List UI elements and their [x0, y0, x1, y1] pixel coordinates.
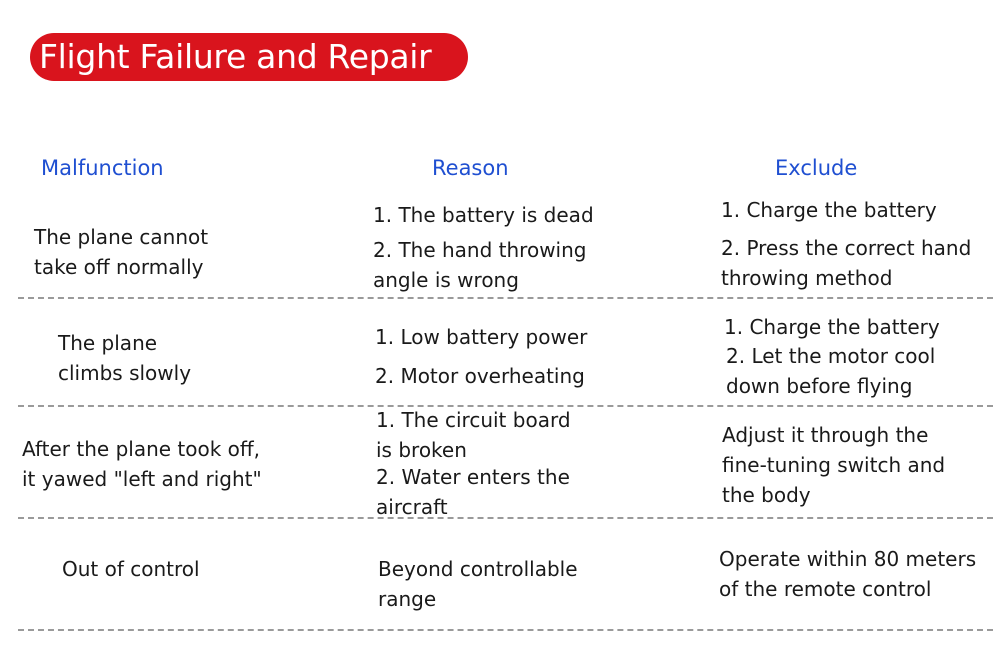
- row-3-exclude-1: [722, 420, 945, 510]
- row-1-exclude-1: [721, 195, 937, 225]
- row-1-reason-2: [373, 235, 586, 295]
- row-3-malfunction-line-1: After the plane took off,: [22, 437, 261, 461]
- header-malfunction: Malfunction: [41, 156, 164, 180]
- row-3-reason-1-line-2: is broken: [376, 438, 467, 462]
- row-3-malfunction: [22, 434, 262, 494]
- row-1-malfunction-line-1: The plane cannot: [34, 225, 209, 249]
- row-3-reason-1: [376, 405, 571, 465]
- row-3-reason-2: [376, 462, 570, 522]
- row-1-malfunction: [34, 222, 208, 282]
- row-3-reason-2-line-1: 2. Water enters the: [376, 465, 570, 489]
- header-exclude: Exclude: [775, 156, 858, 180]
- row-3-reason-1-line-1: 1. The circuit board: [376, 408, 571, 432]
- row-2-malfunction-line-2: climbs slowly: [58, 361, 192, 385]
- row-2-reason-2-line-1: 2. Motor overheating: [375, 364, 585, 388]
- row-3-reason-2-line-2: aircraft: [376, 495, 448, 519]
- row-divider-3: [18, 517, 993, 519]
- row-1-exclude-2: [721, 233, 971, 293]
- row-3-malfunction-line-2: it yawed "left and right": [22, 467, 262, 491]
- row-2-malfunction: [58, 328, 191, 388]
- row-3-exclude-1-line-2: fine-tuning switch and: [722, 453, 946, 477]
- row-1-exclude-2-line-1: 2. Press the correct hand: [721, 236, 972, 260]
- row-2-exclude-2-line-2: down before flying: [726, 374, 913, 398]
- row-4-malfunction: [62, 554, 200, 584]
- header-reason: Reason: [432, 156, 509, 180]
- row-1-reason-2-line-1: 2. The hand throwing: [373, 238, 587, 262]
- row-4-reason-1-line-1: Beyond controllable: [378, 557, 578, 581]
- row-4-exclude-1-line-1: Operate within 80 meters: [719, 547, 977, 571]
- row-2-malfunction-line-1: The plane: [58, 331, 158, 355]
- row-2-exclude-2-line-1: 2. Let the motor cool: [726, 344, 936, 368]
- row-2-reason-1: [375, 322, 587, 352]
- row-4-reason-1-line-2: range: [378, 587, 437, 611]
- row-3-exclude-1-line-1: Adjust it through the: [722, 423, 929, 447]
- row-1-exclude-1-line-1: 1. Charge the battery: [721, 198, 937, 222]
- row-3-exclude-1-line-3: the body: [722, 483, 811, 507]
- row-4-reason-1: [378, 554, 578, 614]
- row-2-reason-1-line-1: 1. Low battery power: [375, 325, 588, 349]
- row-2-exclude-1-line-1: 1. Charge the battery: [724, 315, 940, 339]
- row-4-malfunction-line-1: Out of control: [62, 557, 200, 581]
- row-1-malfunction-line-2: take off normally: [34, 255, 204, 279]
- row-divider-4: [18, 629, 993, 631]
- row-4-exclude-1: [719, 544, 976, 604]
- row-2-exclude-2: [726, 341, 935, 401]
- row-divider-1: [18, 297, 993, 299]
- page-title: Flight Failure and Repair: [30, 33, 468, 81]
- row-1-exclude-2-line-2: throwing method: [721, 266, 893, 290]
- row-2-reason-2: [375, 361, 585, 391]
- row-1-reason-1-line-1: 1. The battery is dead: [373, 203, 594, 227]
- row-4-exclude-1-line-2: of the remote control: [719, 577, 932, 601]
- row-2-exclude-1: [724, 312, 940, 342]
- row-1-reason-2-line-2: angle is wrong: [373, 268, 519, 292]
- row-1-reason-1: [373, 200, 594, 230]
